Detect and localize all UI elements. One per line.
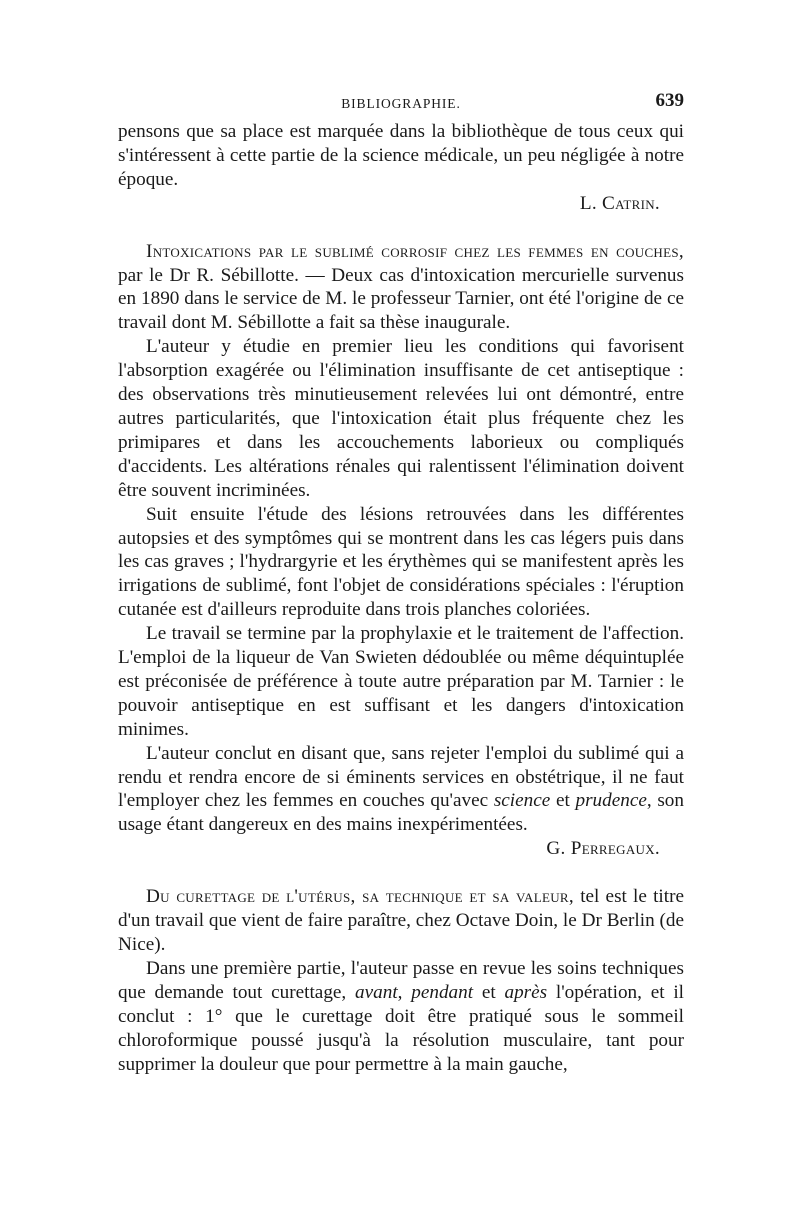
- review-2-paragraph-2: L'auteur y étudie en premier lieu les conditions qui favorisent l'absorption exagérée ou l'élimination insuffisante de cet antiseptique : des observations très minutieusement relevées lui ont démontré, entre autres particularités, que l'intoxication était plus fréquente chez les primipares et dans les accouchements laborieux ou compliqués d'accidents. Les altérations rénales qui ralentissent l'élimination doivent être souvent incriminées.: [118, 336, 684, 501]
- book-page: [118, 92, 684, 1076]
- review-2-p5-end: , son usage étant dangereux en des mains inexpérimentées.: [118, 790, 684, 836]
- section-spacer: [118, 216, 684, 240]
- review-3-p2-italic-apres: après: [504, 981, 548, 1003]
- page-number: 639: [655, 90, 684, 111]
- review-3-p2-italic-pendant: pendant: [411, 981, 474, 1003]
- review-2-p5-italic-science: science: [493, 790, 551, 812]
- review-3-title: Du curettage de l'utérus, sa technique et sa valeur,: [146, 886, 574, 908]
- review-2-p5-middle: et: [550, 790, 576, 812]
- review-2-first-paragraph: [118, 240, 684, 336]
- review-3-intro: tel est le titre d'un travail que vient de faire paraître, chez Octave Doin, le Dr Berlin (de Nice).: [118, 886, 684, 955]
- review-3-paragraph-2: [118, 957, 684, 1077]
- review-3-first-paragraph: [118, 885, 684, 957]
- review-3-p2-sep-2: et: [473, 981, 505, 1003]
- review-2-p5-italic-prudence: prudence: [575, 790, 647, 812]
- running-header: [118, 92, 684, 116]
- review-3-p2-start: Dans une première partie, l'auteur passe en revue les soins techniques que demande tout curettage,: [118, 957, 684, 1003]
- running-title: BIBLIOGRAPHIE.: [341, 96, 461, 111]
- review-2-intro: — Deux cas d'intoxication mercurielle survenus en 1890 dans le service de M. le professeur Tarnier, ont été l'origine de ce travail dont M. Sébillotte a fait sa thèse inaugurale.: [118, 264, 684, 334]
- review-2-p5-start: L'auteur conclut en disant que, sans rejeter l'emploi du sublimé qui a rendu et rendra encore de si éminents services en obstétrique, il ne faut l'employer chez les femmes en couches qu'avec: [118, 742, 684, 812]
- review-2-paragraph-3: Suit ensuite l'étude des lésions retrouvées dans les différentes autopsies et des symptômes qui se montrent dans les cas légers puis dans les cas graves ; l'hydrargyrie et les érythèmes qui se manifestent après les irrigations de sublimé, font l'objet de considérations spéciales : l'éruption cutanée est d'ailleurs reproduite dans trois planches coloriées.: [118, 503, 684, 621]
- review-1-signature: L. Catrin.: [579, 192, 660, 214]
- review-2-signature: G. Perregaux.: [546, 838, 660, 860]
- review-3-p2-sep-1: ,: [397, 981, 412, 1003]
- review-2-author: par le Dr R. Sébillotte.: [118, 264, 299, 286]
- review-3-p2-end: l'opération, et il conclut : 1° que le curettage doit être pratiqué sous le sommeil chloroformique poussé jusqu'à la résolution musculaire, tant pour supprimer la douleur que pour permettre à la main gauche,: [118, 981, 684, 1075]
- review-2-paragraph-4: Le travail se termine par la prophylaxie et le traitement de l'affection. L'emploi de la liqueur de Van Swieten dédoublée ou même déquintuplée est préconisée de préférence à toute autre préparation par M. Tarnier : le pouvoir antiseptique en est suffisant et les dangers d'intoxication minimes.: [118, 623, 684, 740]
- review-1-closing-paragraph: pensons que sa place est marquée dans la bibliothèque de tous ceux qui s'intéressent à cette partie de la science médicale, un peu négligée à notre époque.: [118, 121, 684, 190]
- review-2-title: Intoxications par le sublimé corrosif chez les femmes en couches,: [146, 240, 684, 262]
- section-spacer: [118, 861, 684, 885]
- review-3-p2-italic-avant: avant: [355, 981, 398, 1003]
- review-2-paragraph-5: [118, 742, 684, 838]
